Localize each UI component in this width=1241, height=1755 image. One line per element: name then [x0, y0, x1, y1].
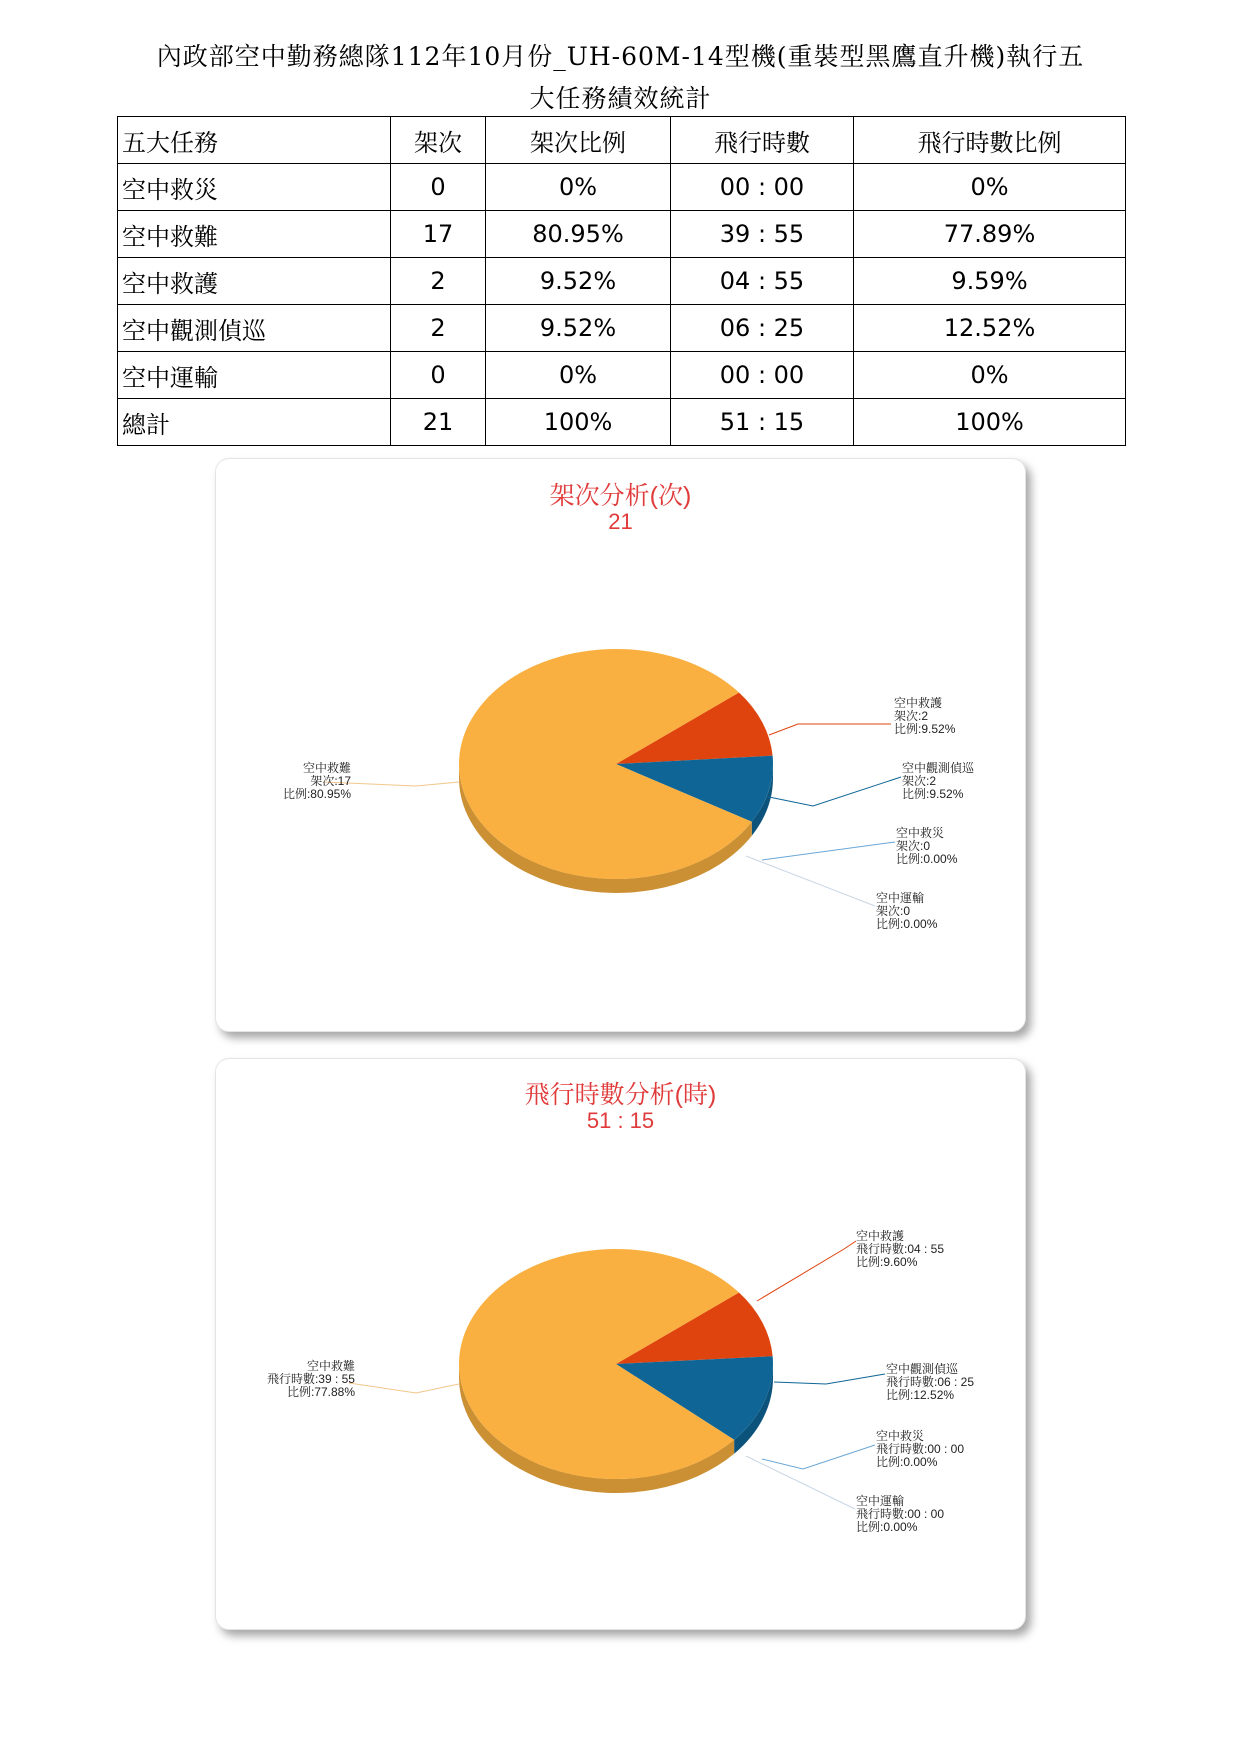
slice-label-transport: [856, 1495, 944, 1534]
slice-label-patrol: [902, 762, 974, 801]
table-cell: 0: [391, 352, 486, 399]
leader-line-disaster: [762, 1445, 875, 1469]
table-cell: 04 : 55: [671, 258, 854, 305]
leader-line-transport: [746, 1456, 855, 1509]
label-name: 空中觀測偵巡: [886, 1362, 959, 1376]
table-cell: 9.59%: [854, 258, 1126, 305]
label-value: 飛行時數:00 : 00: [856, 1507, 945, 1521]
label-name: 空中救災: [876, 1429, 925, 1443]
table-cell: 77.89%: [854, 211, 1126, 258]
document-title: [0, 36, 1241, 120]
label-percent: 比例:0.00%: [876, 917, 938, 931]
table-cell: 總計: [118, 399, 391, 446]
table-cell: 100%: [854, 399, 1126, 446]
table-cell: 空中救災: [118, 164, 391, 211]
leader-line-medical: [769, 724, 891, 735]
table-cell: 2: [391, 258, 486, 305]
slice-label-disaster: [876, 1430, 964, 1469]
table-cell: 空中觀測偵巡: [118, 305, 391, 352]
label-value: 架次:2: [902, 774, 937, 788]
table-cell: 80.95%: [486, 211, 671, 258]
mission-stats-table: [117, 116, 1126, 446]
table-cell: 39 : 55: [671, 211, 854, 258]
table-cell: 100%: [486, 399, 671, 446]
header-cell: 飛行時數比例: [854, 117, 1126, 164]
table-cell: 21: [391, 399, 486, 446]
leader-line-disaster: [762, 842, 895, 860]
table-cell: 51 : 15: [671, 399, 854, 446]
label-percent: 比例:80.95%: [282, 787, 351, 801]
label-value: 飛行時數:00 : 00: [876, 1442, 965, 1456]
table-cell: 00 : 00: [671, 164, 854, 211]
label-name: 空中救護: [894, 696, 943, 710]
table-cell: 0%: [854, 352, 1126, 399]
header-cell: 架次: [391, 117, 486, 164]
leader-line-transport: [746, 856, 875, 906]
chart-title: 架次分析(次): [549, 482, 692, 510]
slice-label-medical: [894, 697, 955, 736]
chart-subtitle: 21: [608, 509, 633, 534]
table-cell: 06 : 25: [671, 305, 854, 352]
table-cell: 00 : 00: [671, 352, 854, 399]
table-header-row: [118, 117, 1126, 164]
table-row: [118, 164, 1126, 211]
table-row: [118, 305, 1126, 352]
table-cell: 9.52%: [486, 258, 671, 305]
label-value: 架次:2: [894, 709, 929, 723]
table-cell: 0%: [486, 164, 671, 211]
label-value: 飛行時數:39 : 55: [266, 1372, 355, 1386]
slice-label-rescue: [251, 762, 351, 801]
table-cell: 0%: [854, 164, 1126, 211]
table-cell: 空中救護: [118, 258, 391, 305]
label-value: 架次:0: [876, 904, 911, 918]
label-name: 空中救災: [896, 826, 945, 840]
flight-hours-chart-panel: [215, 1058, 1026, 1630]
header-cell: 飛行時數: [671, 117, 854, 164]
flight-hours-chart-title: [216, 1081, 1025, 1133]
label-percent: 比例:9.52%: [902, 787, 964, 801]
sorties-chart-panel: [215, 458, 1026, 1032]
table-row: [118, 258, 1126, 305]
table-cell: 0%: [486, 352, 671, 399]
sorties-chart-title: [216, 482, 1025, 534]
leader-line-rescue: [349, 1383, 459, 1393]
label-name: 空中救難: [306, 1359, 355, 1373]
title-line-1: 內政部空中勤務總隊112年10月份_UH-60M-14型機(重裝型黑鷹直升機)執行五: [156, 42, 1085, 71]
header-cell: 架次比例: [486, 117, 671, 164]
label-value: 飛行時數:06 : 25: [886, 1375, 975, 1389]
table-row: [118, 352, 1126, 399]
label-percent: 比例:9.52%: [894, 722, 956, 736]
slice-label-transport: [876, 892, 937, 931]
slice-label-patrol: [886, 1363, 974, 1402]
leader-line-patrol: [774, 1374, 885, 1384]
label-value: 架次:17: [310, 774, 351, 788]
slice-label-disaster: [896, 827, 957, 866]
label-name: 空中觀測偵巡: [902, 761, 975, 775]
label-name: 空中救護: [856, 1229, 905, 1243]
title-line-2: 大任務績效統計: [529, 84, 712, 113]
table-cell: 9.52%: [486, 305, 671, 352]
slice-label-medical: [856, 1230, 944, 1269]
label-name: 空中運輸: [856, 1494, 905, 1508]
label-name: 空中救難: [302, 761, 351, 775]
chart-title: 飛行時數分析(時): [524, 1081, 717, 1109]
flight-hours-pie-chart: [216, 1059, 1025, 1629]
table-cell: 0: [391, 164, 486, 211]
label-percent: 比例:9.60%: [856, 1255, 918, 1269]
label-percent: 比例:12.52%: [886, 1388, 955, 1402]
table-cell: 空中救難: [118, 211, 391, 258]
header-cell: 五大任務: [118, 117, 391, 164]
label-value: 飛行時數:04 : 55: [856, 1242, 945, 1256]
sorties-pie-chart: [216, 459, 1025, 1031]
table-cell: 17: [391, 211, 486, 258]
chart-subtitle: 51 : 15: [586, 1108, 655, 1133]
table-total-row: [118, 399, 1126, 446]
leader-line-patrol: [769, 777, 901, 806]
table-cell: 2: [391, 305, 486, 352]
table-cell: 12.52%: [854, 305, 1126, 352]
table-cell: 空中運輸: [118, 352, 391, 399]
slice-label-rescue: [246, 1360, 355, 1399]
label-percent: 比例:0.00%: [856, 1520, 918, 1534]
label-value: 架次:0: [896, 839, 931, 853]
leader-line-medical: [757, 1241, 856, 1301]
label-percent: 比例:0.00%: [896, 852, 958, 866]
label-percent: 比例:0.00%: [876, 1455, 938, 1469]
label-name: 空中運輸: [876, 891, 925, 905]
label-percent: 比例:77.88%: [286, 1385, 355, 1399]
table-row: [118, 211, 1126, 258]
